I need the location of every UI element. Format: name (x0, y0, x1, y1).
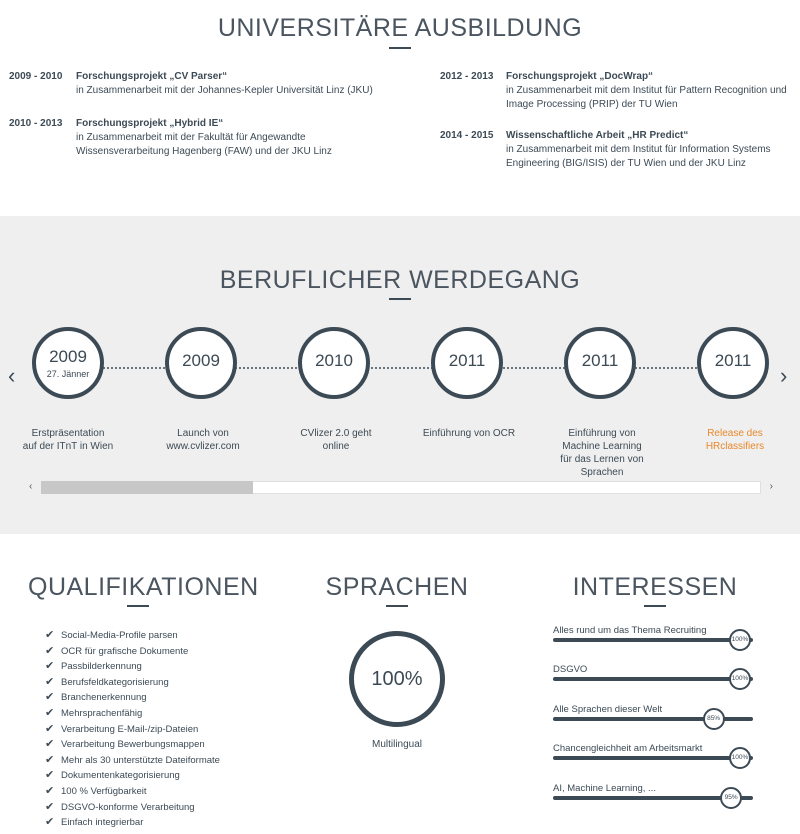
education-title: UNIVERSITÄRE AUSBILDUNG (217, 14, 583, 42)
timeline-caption-highlight[interactable]: Release des HRclassifiers (705, 428, 765, 452)
career-section (0, 216, 800, 534)
checkmark-icon: ✔ (45, 816, 55, 829)
checkmark-icon: ✔ (45, 644, 55, 657)
timeline-caption: Launch von www.cvlizer.com (166, 428, 240, 452)
qualification-item (45, 706, 220, 722)
interest-label: Chancengleichheit am Arbeitsmarkt (553, 743, 703, 754)
education-entry-title: Wissenschaftliche Arbeit „HR Predict“ (506, 130, 689, 141)
checkmark-icon: ✔ (45, 800, 55, 813)
interest-item (553, 743, 753, 761)
checkmark-icon: ✔ (45, 753, 55, 766)
qualification-item (45, 800, 220, 816)
education-entry-text: in Zusammenarbeit mit der Johannes-Kepler Universität Linz (JKU) (76, 85, 373, 96)
language-progress-circle (349, 631, 445, 727)
interest-percent-badge: 100% (729, 629, 751, 651)
checkmark-icon: ✔ (45, 784, 55, 797)
interest-percent-badge: 100% (729, 747, 751, 769)
interest-label: DSGVO (553, 664, 588, 675)
education-entry-text: Engineering (BIG/ISIS) der TU Wien und der JKU Linz (506, 158, 746, 169)
qualification-text: Social-Media-Profile parsen (61, 630, 178, 641)
qualification-text: Einfach integrierbar (61, 817, 144, 829)
qualification-item (45, 737, 220, 753)
language-percent: 100% (371, 668, 423, 690)
qualification-item (45, 675, 220, 691)
scroll-right-arrow[interactable]: › (769, 481, 773, 492)
qualification-item (45, 815, 220, 831)
qualification-text: Mehr als 30 unterstützte Dateiformate (61, 754, 220, 766)
career-title: BERUFLICHER WERDEGANG (219, 266, 581, 294)
timeline-node[interactable] (431, 327, 503, 399)
timeline-caption: CVlizer 2.0 geht online (300, 428, 372, 452)
timeline-scrollbar[interactable] (27, 479, 775, 495)
interest-item (553, 664, 753, 682)
language-label: Multilingual (371, 739, 423, 750)
timeline-date: 27. Jänner (46, 369, 90, 379)
qualification-item (45, 753, 220, 769)
timeline-caption: Erstpräsentation auf der ITnT in Wien (22, 428, 114, 452)
education-entry-title: Forschungsprojekt „DocWrap“ (506, 71, 654, 82)
qualification-text: DSGVO-konforme Verarbeitung (61, 801, 195, 813)
languages-title: SPRACHEN (325, 573, 469, 601)
qualifications-list (45, 628, 220, 831)
education-entry-text: Image Processing (PRIP) der TU Wien (506, 99, 678, 110)
timeline-year: 2011 (448, 351, 486, 370)
education-entry-text: Wissensverarbeitung Hagenberg (FAW) und der JKU Linz (76, 146, 332, 157)
timeline-node[interactable] (165, 327, 237, 399)
interest-label: Alle Sprachen dieser Welt (553, 704, 663, 715)
interest-bar (553, 756, 753, 760)
checkmark-icon: ✔ (45, 738, 55, 751)
education-entry-title: Forschungsprojekt „CV Parser“ (76, 71, 228, 82)
timeline-caption: Einführung von OCR (422, 428, 516, 439)
languages-title-rule (386, 605, 408, 607)
qualification-text: Mehrsprachenfähig (61, 707, 143, 719)
timeline-year: 2011 (581, 351, 619, 370)
timeline-caption: Einführung von Machine Learning für das Lernen von Sprachen (560, 428, 644, 478)
interest-item (553, 625, 753, 643)
interest-label: Alles rund um das Thema Recruiting (553, 625, 707, 636)
qualifications-title-rule (127, 605, 149, 607)
education-years: 2014 - 2015 (440, 130, 494, 141)
scroll-left-arrow[interactable]: ‹ (29, 481, 33, 492)
education-years: 2009 - 2010 (9, 71, 63, 82)
qualifications-title: QUALIFIKATIONEN (28, 573, 259, 601)
checkmark-icon: ✔ (45, 675, 55, 688)
timeline-node[interactable] (697, 327, 769, 399)
interest-item (553, 783, 753, 801)
qualification-text: Branchenerkennung (61, 692, 147, 704)
interests-title: INTERESSEN (572, 573, 738, 601)
timeline-next-arrow[interactable]: › (780, 363, 788, 388)
interest-bar (553, 638, 753, 642)
qualification-text: Dokumentenkategorisierung (61, 770, 180, 782)
qualification-item (45, 722, 220, 738)
checkmark-icon: ✔ (45, 629, 55, 641)
interests-title-rule (644, 605, 666, 607)
timeline-node[interactable] (32, 327, 104, 399)
education-entry-title: Forschungsprojekt „Hybrid IE“ (76, 118, 224, 129)
qualification-item (45, 690, 220, 706)
education-title-rule (389, 47, 411, 49)
qualification-item (45, 784, 220, 800)
qualification-item (45, 628, 220, 644)
qualification-text: Berufsfeldkategorisierung (61, 676, 169, 688)
qualification-text: Verarbeitung E-Mail-/zip-Dateien (61, 723, 199, 735)
qualification-text: OCR für grafische Dokumente (61, 645, 189, 657)
interest-bar (553, 677, 753, 681)
interest-percent-badge: 85% (703, 708, 725, 730)
checkmark-icon: ✔ (45, 706, 55, 719)
education-entry-text: in Zusammenarbeit mit der Fakultät für Angewandte (76, 132, 306, 143)
interest-percent-badge: 95% (720, 787, 742, 809)
qualification-item (45, 768, 220, 784)
interest-item (553, 704, 753, 722)
education-years: 2012 - 2013 (440, 71, 494, 82)
timeline-year: 2009 (49, 347, 87, 366)
timeline-prev-arrow[interactable]: ‹ (8, 363, 16, 388)
interest-label: AI, Machine Learning, ... (553, 783, 656, 794)
checkmark-icon: ✔ (45, 769, 55, 782)
interest-percent-badge: 100% (729, 668, 751, 690)
education-entry-text: in Zusammenarbeit mit dem Institut für Information Systems (506, 144, 771, 155)
timeline-year: 2009 (182, 351, 220, 370)
qualification-text: Passbilderkennung (61, 661, 142, 673)
timeline-node[interactable] (298, 327, 370, 399)
education-entry-text: in Zusammenarbeit mit dem Institut für Pattern Recognition und (506, 85, 787, 96)
qualification-item (45, 659, 220, 675)
scroll-thumb[interactable] (41, 481, 253, 494)
timeline-year: 2010 (315, 351, 353, 370)
timeline-year: 2011 (714, 351, 752, 370)
checkmark-icon: ✔ (45, 660, 55, 673)
education-years: 2010 - 2013 (9, 118, 63, 129)
timeline-node[interactable] (564, 327, 636, 399)
checkmark-icon: ✔ (45, 691, 55, 704)
qualification-text: Verarbeitung Bewerbungsmappen (61, 739, 205, 751)
career-title-rule (389, 298, 411, 300)
checkmark-icon: ✔ (45, 722, 55, 735)
qualification-text: 100 % Verfügbarkeit (61, 785, 147, 797)
qualification-item (45, 644, 220, 660)
